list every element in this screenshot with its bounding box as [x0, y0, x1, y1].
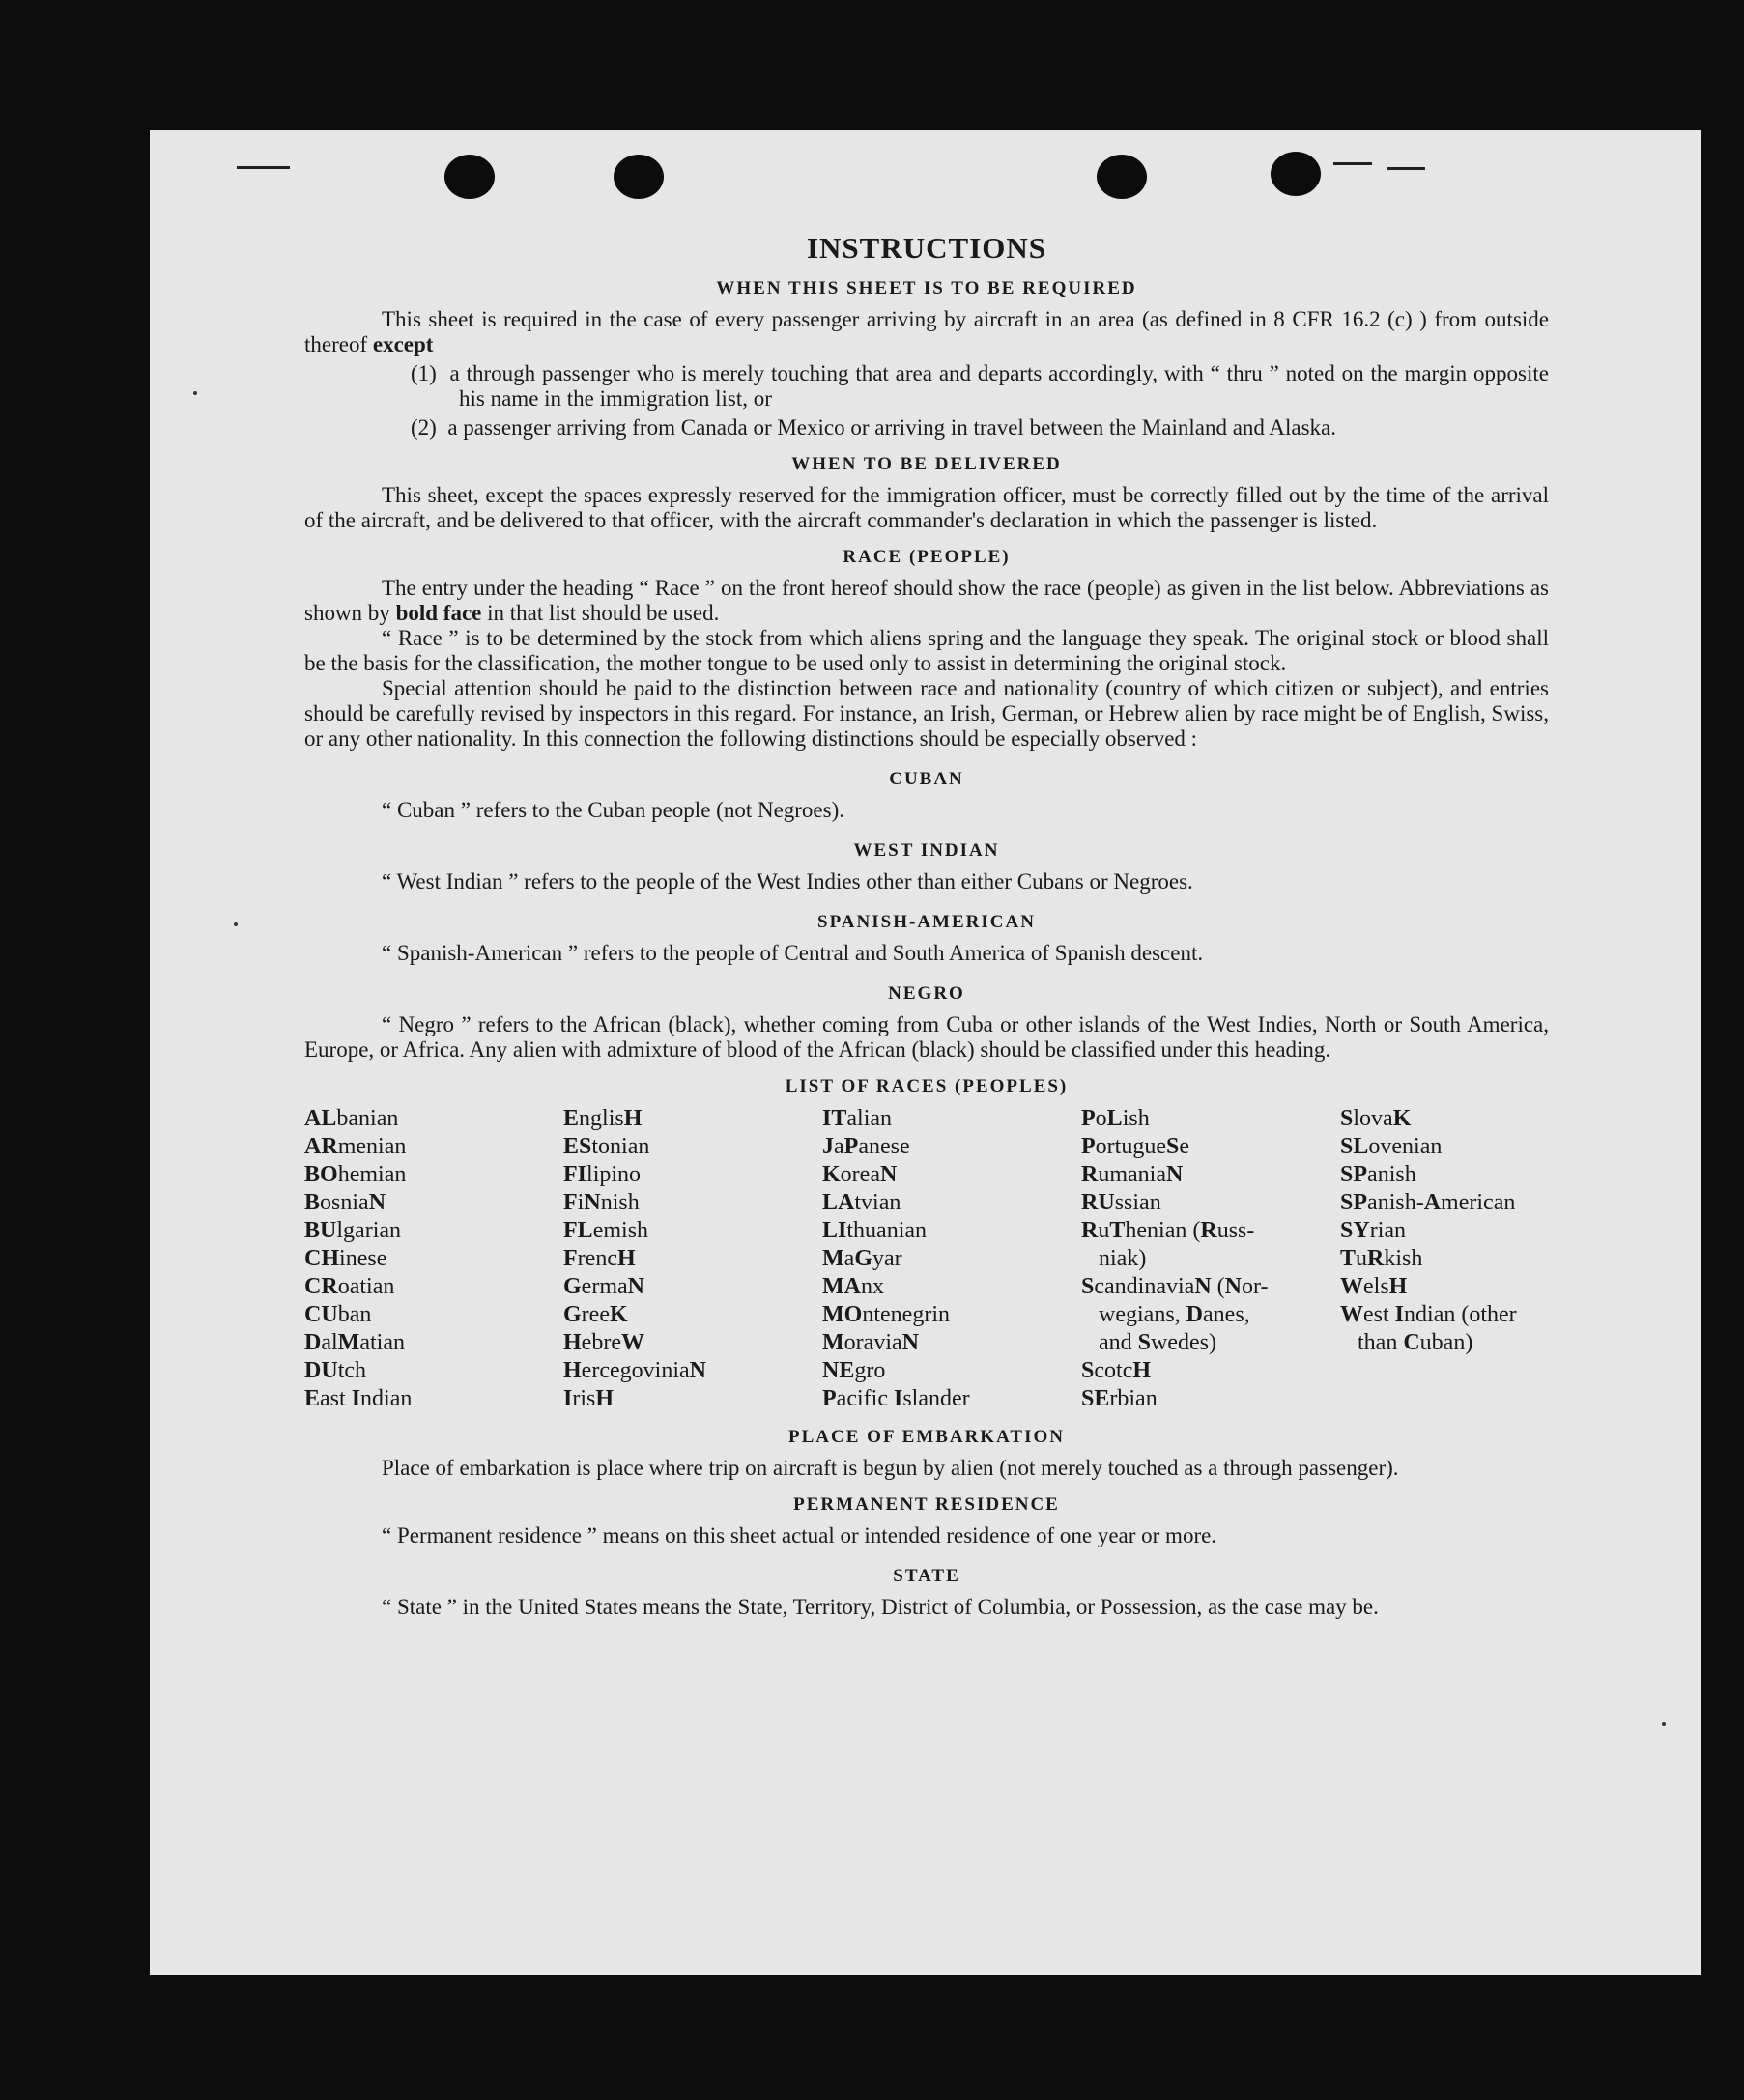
race-entry: ScandinaviaN (Nor- wegians, Danes, and Swedes): [1081, 1274, 1269, 1355]
race-entry: GermaN: [563, 1274, 644, 1299]
section-heading: WEST INDIAN: [853, 840, 1000, 861]
race-entry: SYrian: [1340, 1218, 1407, 1243]
races-column: [822, 1105, 1081, 1413]
race-entry: TuRkish: [1340, 1246, 1423, 1271]
paragraph: This sheet, except the spaces expressly reserved for the immigration officer, must be correctly filled out by the time of the arrival of the aircraft, and be delivered to that officer, with the aircraft commander's declaration in which the passenger is listed.: [304, 483, 1549, 532]
races-column: [563, 1105, 822, 1413]
race-entry: BUlgarian: [304, 1218, 402, 1243]
scan-speck: [193, 391, 197, 395]
race-entry: EStonian: [563, 1134, 650, 1159]
race-entry: FiNnish: [563, 1190, 640, 1215]
race-entry: BosniaN: [304, 1190, 386, 1215]
section-heading: STATE: [893, 1566, 960, 1586]
list-item: (2) a passenger arriving from Canada or Mexico or arriving in travel between the Mainland and Alaska.: [411, 415, 1337, 440]
paragraph: “ Permanent residence ” means on this sheet actual or intended residence of one year or more.: [382, 1523, 1217, 1547]
race-entry: JaPanese: [822, 1134, 910, 1159]
scan-mark: [237, 166, 290, 169]
race-entry: SlovaK: [1340, 1106, 1412, 1131]
race-entry: LIthuanian: [822, 1218, 928, 1243]
scan-speck: [234, 922, 238, 926]
race-entry: MAnx: [822, 1274, 884, 1299]
race-entry: ITalian: [822, 1106, 893, 1131]
section-heading: CUBAN: [889, 769, 964, 789]
race-entry: MaGyar: [822, 1246, 902, 1271]
race-entry: FIlipino: [563, 1162, 642, 1187]
race-entry: MoraviaN: [822, 1330, 919, 1355]
punch-hole: [444, 155, 495, 199]
section-heading: SPANISH-AMERICAN: [817, 912, 1036, 932]
section-heading: WHEN TO BE DELIVERED: [791, 454, 1062, 474]
paragraph: Place of embarkation is place where trip on aircraft is begun by alien (not merely touched as a through passenger).: [382, 1456, 1399, 1480]
races-column: [1340, 1105, 1549, 1413]
races-column: [1081, 1105, 1340, 1413]
section-heading: NEGRO: [888, 983, 965, 1004]
paragraph: “ State ” in the United States means the State, Territory, District of Columbia, or Possession, as the case may be.: [382, 1595, 1379, 1619]
race-entry: SLovenian: [1340, 1134, 1443, 1159]
paragraph: “ West Indian ” refers to the people of the West Indies other than either Cubans or Negroes.: [382, 869, 1193, 894]
paragraph: “ Negro ” refers to the African (black), whether coming from Cuba or other islands of the West Indies, North or South America, Europe, or Africa. Any alien with admixture of blood of the African (black) should be classified under this heading.: [304, 1012, 1549, 1062]
race-entry: East Indian: [304, 1386, 413, 1411]
list-item: (1) a through passenger who is merely touching that area and departs accordingly, with “ thru ” noted on the margin opposite his name in the immigration list, or: [411, 361, 1549, 411]
punch-hole: [1271, 152, 1321, 196]
scan-mark: [1333, 162, 1372, 165]
race-entry: ALbanian: [304, 1106, 399, 1131]
scan-mark: [1387, 167, 1425, 170]
section-heading: LIST OF RACES (PEOPLES): [785, 1076, 1069, 1096]
race-entry: ARmenian: [304, 1134, 407, 1159]
race-entry: CUban: [304, 1302, 372, 1327]
race-entry: RUssian: [1081, 1190, 1161, 1215]
race-entry: PoLish: [1081, 1106, 1150, 1131]
race-entry: BOhemian: [304, 1162, 407, 1187]
race-entry: DalMatian: [304, 1330, 405, 1355]
race-entry: CHinese: [304, 1246, 387, 1271]
section-heading: PLACE OF EMBARKATION: [788, 1427, 1065, 1447]
race-entry: FrencH: [563, 1246, 636, 1271]
paragraph: “ Race ” is to be determined by the stock from which aliens spring and the language they speak. The original stock or blood shall be the basis for the classification, the mother tongue to be used only to assist in determining the original stock.: [304, 626, 1549, 675]
race-entry: IrisH: [563, 1386, 615, 1411]
race-entry: KoreaN: [822, 1162, 898, 1187]
document-sheet: [150, 130, 1701, 1975]
race-entry: SPanish: [1340, 1162, 1416, 1187]
races-column: [304, 1105, 563, 1413]
race-entry: RumaniaN: [1081, 1162, 1184, 1187]
race-entry: HebreW: [563, 1330, 644, 1355]
race-entry: ScotcH: [1081, 1358, 1152, 1383]
punch-hole: [614, 155, 664, 199]
race-entry: GreeK: [563, 1302, 628, 1327]
paragraph: “ Cuban ” refers to the Cuban people (not Negroes).: [382, 798, 845, 822]
race-entry: WelsH: [1340, 1274, 1408, 1299]
section-heading: RACE (PEOPLE): [843, 547, 1011, 567]
race-entry: SPanish-American: [1340, 1190, 1516, 1215]
race-entry: SErbian: [1081, 1386, 1158, 1411]
section-heading: PERMANENT RESIDENCE: [793, 1494, 1060, 1515]
race-entry: RuThenian (Russ- niak): [1081, 1218, 1255, 1271]
race-entry: PortugueSe: [1081, 1134, 1190, 1159]
race-entry: FLemish: [563, 1218, 649, 1243]
race-entry: Pacific Islander: [822, 1386, 970, 1411]
race-entry: CRoatian: [304, 1274, 395, 1299]
page-title: INSTRUCTIONS: [806, 231, 1046, 265]
race-entry: HercegoviniaN: [563, 1358, 706, 1383]
race-entry: NEgro: [822, 1358, 886, 1383]
race-entry: DUtch: [304, 1358, 367, 1383]
race-entry: MOntenegrin: [822, 1302, 950, 1327]
race-entry: West Indian (other than Cuban): [1340, 1302, 1517, 1355]
scan-speck: [1662, 1722, 1666, 1726]
race-entry: EnglisH: [563, 1106, 643, 1131]
races-list: [304, 1105, 1549, 1413]
race-entry: LAtvian: [822, 1190, 901, 1215]
paragraph: The entry under the heading “ Race ” on the front hereof should show the race (people) as given in the list below. Abbreviations as shown by bold face in that list should be used.: [304, 576, 1549, 625]
paragraph: This sheet is required in the case of every passenger arriving by aircraft in an area (as defined in 8 CFR 16.2 (c) ) from outside thereof except: [304, 307, 1549, 356]
paragraph: “ Spanish-American ” refers to the people of Central and South America of Spanish descent.: [382, 941, 1204, 965]
paragraph: Special attention should be paid to the distinction between race and nationality (country of which citizen or subject), and entries should be carefully revised by inspectors in this regard. For instance, an Irish, German, or Hebrew alien by race might be of English, Swiss, or any other nationality. In this connection the following distinctions should be especially observed :: [304, 676, 1549, 751]
punch-hole: [1097, 155, 1147, 199]
section-heading: WHEN THIS SHEET IS TO BE REQUIRED: [716, 278, 1137, 298]
instructions-content: [304, 232, 1549, 1620]
